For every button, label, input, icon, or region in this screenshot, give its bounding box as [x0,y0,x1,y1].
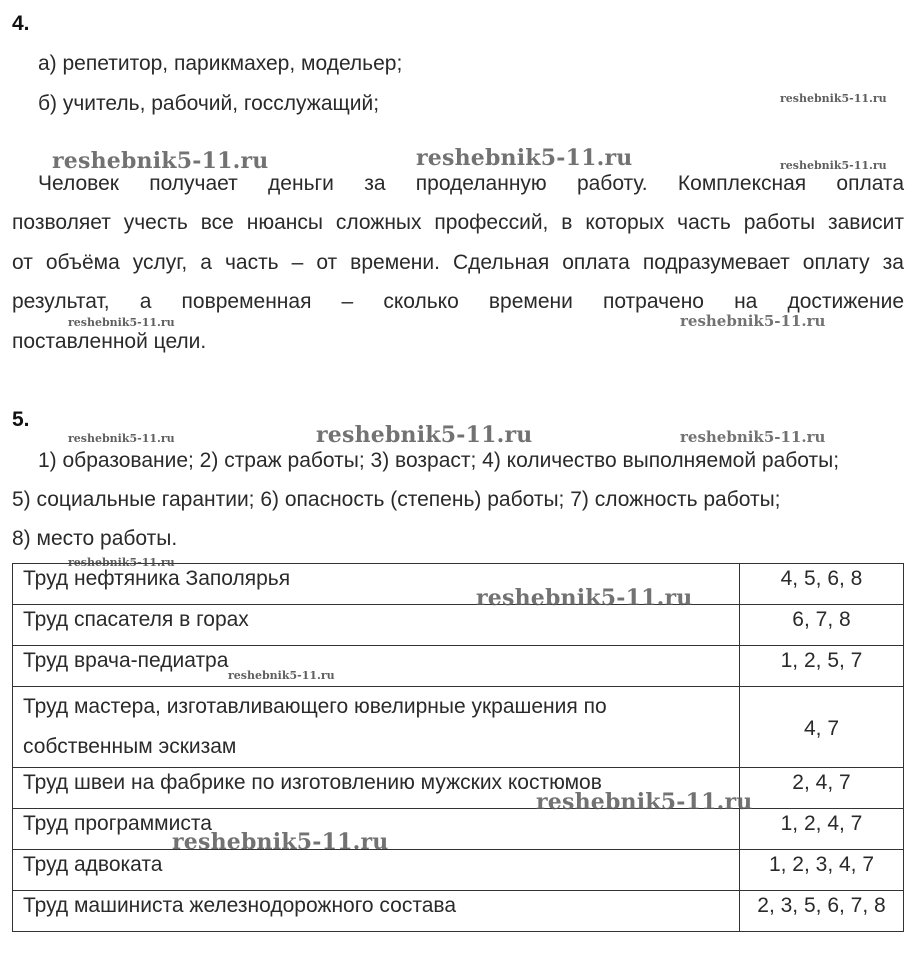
watermark: reshebnik5-11.ru [476,585,693,611]
q4-paragraph-line-4: результат, а повременная – сколько времени потрачено на достижение [12,290,904,313]
watermark: reshebnik5-11.ru [416,145,633,171]
watermark: reshebnik5-11.ru [68,316,175,329]
task-cell: Труд швеи на фабрике по изготовлению мужских костюмов [13,768,740,809]
watermark: reshebnik5-11.ru [316,422,533,448]
watermark: reshebnik5-11.ru [780,92,887,105]
task-cell-line-1: Труд мастера, изготавливающего ювелирные украшения по [23,695,607,718]
task-cell: Труд нефтяника Заполярья [13,564,740,605]
q4-answer-b: б) учитель, рабочий, госслужащий; [38,92,380,115]
watermark: reshebnik5-11.ru [680,428,826,446]
table-row [13,605,904,646]
task-cell [13,687,740,768]
table-row [13,850,904,891]
task-cell: Труд машиниста железнодорожного состава [13,891,740,932]
q4-paragraph-line-2: позволяет учесть все нюансы сложных профессий, в которых часть работы зависит [12,211,904,234]
answer-cell: 2, 4, 7 [740,768,904,809]
q4-paragraph-line-1: Человек получает деньги за проделанную работу. Комплексная оплата [38,172,904,195]
watermark: reshebnik5-11.ru [680,312,826,330]
answer-cell: 1, 2, 3, 4, 7 [740,850,904,891]
answer-cell: 4, 5, 6, 8 [740,564,904,605]
question-4-number: 4. [12,12,30,35]
watermark: reshebnik5-11.ru [68,556,175,569]
q5-line-2: 5) социальные гарантии; 6) опасность (степень) работы; 7) сложность работы; [12,488,781,511]
task-cell: Труд программиста [13,809,740,850]
table-row [13,687,904,768]
table-row [13,891,904,932]
watermark: reshebnik5-11.ru [780,159,887,172]
table-row [13,809,904,850]
table-row [13,564,904,605]
watermark: reshebnik5-11.ru [228,669,335,682]
answer-cell: 2, 3, 5, 6, 7, 8 [740,891,904,932]
watermark: reshebnik5-11.ru [172,829,389,855]
q5-line-3: 8) место работы. [12,527,178,550]
watermark: reshebnik5-11.ru [52,148,269,174]
task-cell: Труд спасателя в горах [13,605,740,646]
task-cell: Труд адвоката [13,850,740,891]
watermark: reshebnik5-11.ru [68,432,175,445]
q4-paragraph-line-3: от объёма услуг, а часть – от времени. Сдельная оплата подразумевает оплату за [12,251,904,274]
watermark: reshebnik5-11.ru [536,789,753,815]
table-row [13,646,904,687]
q4-paragraph-line-5: поставленной цели. [12,330,207,353]
answer-cell: 1, 2, 4, 7 [740,809,904,850]
question-5-number: 5. [12,408,30,431]
work-types-table [12,563,904,932]
q5-line-1: 1) образование; 2) страж работы; 3) возраст; 4) количество выполняемой работы; [38,449,840,472]
answer-cell: 4, 7 [740,687,904,768]
table-row [13,768,904,809]
task-cell: Труд врача-педиатра [13,646,740,687]
task-cell-line-2: собственным эскизам [23,735,237,758]
q4-answer-a: а) репетитор, парикмахер, модельер; [38,52,403,75]
answer-cell: 1, 2, 5, 7 [740,646,904,687]
answer-cell: 6, 7, 8 [740,605,904,646]
